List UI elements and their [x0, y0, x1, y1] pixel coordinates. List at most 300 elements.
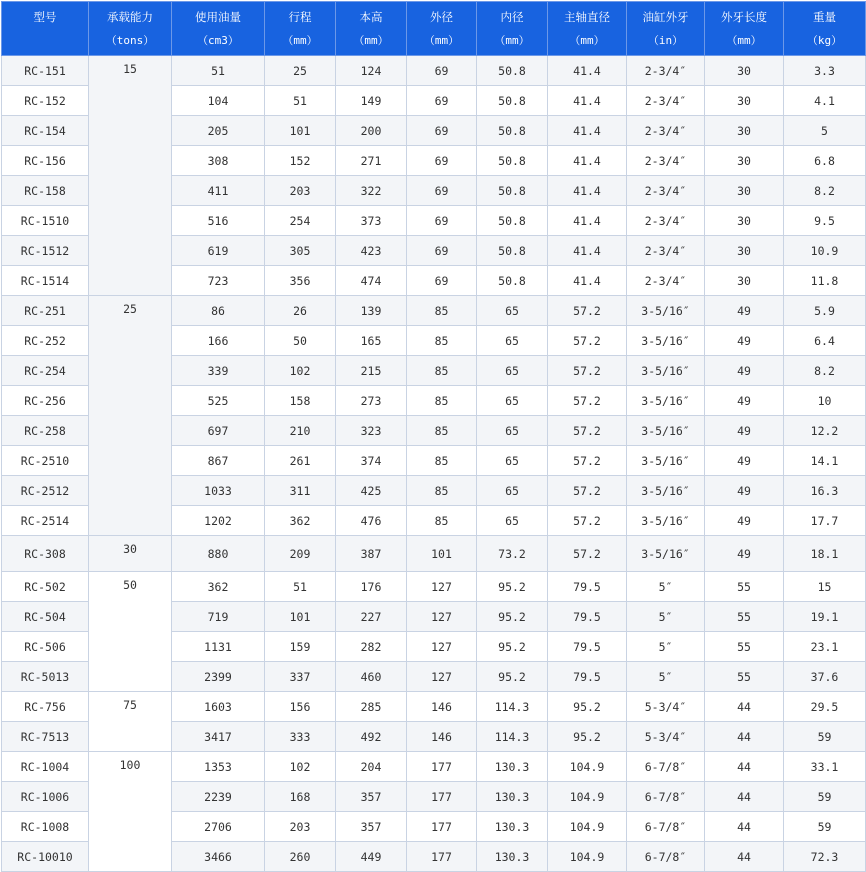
cell-oil-volume: 166 [172, 326, 265, 356]
cell-inner-diameter: 50.8 [477, 236, 548, 266]
cell-load-capacity: 25 [89, 296, 172, 536]
cell-height: 357 [336, 812, 407, 842]
cell-outer-diameter: 85 [407, 416, 477, 446]
cell-outer-diameter: 101 [407, 536, 477, 572]
cell-height: 425 [336, 476, 407, 506]
cell-shaft-diameter: 57.2 [548, 356, 627, 386]
cell-oil-volume: 2706 [172, 812, 265, 842]
cell-inner-diameter: 50.8 [477, 176, 548, 206]
cell-thread-length: 49 [705, 506, 784, 536]
cell-weight: 16.3 [784, 476, 866, 506]
cell-outer-diameter: 69 [407, 116, 477, 146]
cell-thread-length: 30 [705, 146, 784, 176]
header-row [2, 2, 866, 56]
cell-weight: 59 [784, 782, 866, 812]
cell-model: RC-1004 [2, 752, 89, 782]
cell-cylinder-thread: 5″ [627, 632, 705, 662]
cell-weight: 10.9 [784, 236, 866, 266]
cell-stroke: 102 [265, 752, 336, 782]
cell-thread-length: 55 [705, 572, 784, 602]
cell-thread-length: 44 [705, 692, 784, 722]
cell-oil-volume: 104 [172, 86, 265, 116]
cell-model: RC-5013 [2, 662, 89, 692]
cell-oil-volume: 308 [172, 146, 265, 176]
cell-height: 323 [336, 416, 407, 446]
header-label: 行程 [288, 9, 312, 24]
cell-height: 285 [336, 692, 407, 722]
cell-model: RC-2510 [2, 446, 89, 476]
cell-model: RC-308 [2, 536, 89, 572]
cell-inner-diameter: 130.3 [477, 782, 548, 812]
cell-model: RC-1514 [2, 266, 89, 296]
cell-shaft-diameter: 104.9 [548, 782, 627, 812]
cell-cylinder-thread: 3-5/16″ [627, 506, 705, 536]
cell-cylinder-thread: 3-5/16″ [627, 296, 705, 326]
cell-weight: 3.3 [784, 56, 866, 86]
cell-oil-volume: 697 [172, 416, 265, 446]
cell-oil-volume: 1603 [172, 692, 265, 722]
cell-oil-volume: 516 [172, 206, 265, 236]
cell-oil-volume: 2239 [172, 782, 265, 812]
cell-inner-diameter: 65 [477, 326, 548, 356]
header-label: 外牙长度 [721, 9, 767, 24]
cell-cylinder-thread: 2-3/4″ [627, 86, 705, 116]
header-stroke [265, 2, 336, 56]
cell-stroke: 356 [265, 266, 336, 296]
cell-shaft-diameter: 104.9 [548, 812, 627, 842]
cell-thread-length: 55 [705, 632, 784, 662]
header-label: 使用油量 [195, 9, 241, 24]
cell-stroke: 311 [265, 476, 336, 506]
cell-cylinder-thread: 2-3/4″ [627, 206, 705, 236]
cell-cylinder-thread: 2-3/4″ [627, 176, 705, 206]
cell-stroke: 101 [265, 116, 336, 146]
cell-stroke: 51 [265, 86, 336, 116]
cell-inner-diameter: 50.8 [477, 116, 548, 146]
cell-inner-diameter: 130.3 [477, 752, 548, 782]
cell-outer-diameter: 85 [407, 356, 477, 386]
cell-oil-volume: 1131 [172, 632, 265, 662]
table-body [2, 56, 866, 872]
cell-inner-diameter: 65 [477, 386, 548, 416]
cell-inner-diameter: 65 [477, 356, 548, 386]
cell-cylinder-thread: 5″ [627, 602, 705, 632]
cell-weight: 11.8 [784, 266, 866, 296]
cell-height: 476 [336, 506, 407, 536]
cell-load-capacity: 50 [89, 572, 172, 692]
cell-thread-length: 44 [705, 782, 784, 812]
cell-shaft-diameter: 79.5 [548, 632, 627, 662]
cell-weight: 9.5 [784, 206, 866, 236]
cell-weight: 72.3 [784, 842, 866, 872]
cell-height: 200 [336, 116, 407, 146]
cell-model: RC-1008 [2, 812, 89, 842]
cell-thread-length: 30 [705, 56, 784, 86]
cell-height: 273 [336, 386, 407, 416]
cell-load-capacity: 30 [89, 536, 172, 572]
cell-outer-diameter: 85 [407, 506, 477, 536]
header-label: 内径 [500, 9, 524, 24]
cell-model: RC-251 [2, 296, 89, 326]
cell-shaft-diameter: 41.4 [548, 146, 627, 176]
header-unit: （in） [647, 33, 684, 47]
cell-weight: 8.2 [784, 176, 866, 206]
cell-weight: 59 [784, 722, 866, 752]
table-row [2, 56, 866, 86]
cell-cylinder-thread: 3-5/16″ [627, 356, 705, 386]
cell-inner-diameter: 114.3 [477, 692, 548, 722]
cell-thread-length: 49 [705, 416, 784, 446]
cell-shaft-diameter: 41.4 [548, 266, 627, 296]
cell-inner-diameter: 50.8 [477, 206, 548, 236]
header-label: 承载能力 [107, 9, 153, 24]
cell-model: RC-152 [2, 86, 89, 116]
cell-inner-diameter: 73.2 [477, 536, 548, 572]
cell-stroke: 203 [265, 176, 336, 206]
cell-outer-diameter: 69 [407, 206, 477, 236]
header-unit: （mm） [353, 33, 389, 47]
cell-inner-diameter: 130.3 [477, 812, 548, 842]
cell-inner-diameter: 65 [477, 416, 548, 446]
header-label: 外径 [430, 9, 453, 24]
cell-cylinder-thread: 2-3/4″ [627, 236, 705, 266]
cell-height: 165 [336, 326, 407, 356]
cell-shaft-diameter: 57.2 [548, 326, 627, 356]
cell-oil-volume: 86 [172, 296, 265, 326]
cell-outer-diameter: 146 [407, 722, 477, 752]
header-unit: （cm3） [197, 33, 239, 47]
cell-thread-length: 49 [705, 296, 784, 326]
cell-thread-length: 30 [705, 236, 784, 266]
cell-height: 387 [336, 536, 407, 572]
cell-thread-length: 49 [705, 326, 784, 356]
cell-oil-volume: 1202 [172, 506, 265, 536]
cell-shaft-diameter: 41.4 [548, 116, 627, 146]
cell-thread-length: 49 [705, 446, 784, 476]
cell-inner-diameter: 65 [477, 476, 548, 506]
cell-inner-diameter: 95.2 [477, 602, 548, 632]
header-inner-diameter [477, 2, 548, 56]
cell-thread-length: 49 [705, 356, 784, 386]
cell-height: 139 [336, 296, 407, 326]
cell-thread-length: 44 [705, 842, 784, 872]
cell-cylinder-thread: 6-7/8″ [627, 782, 705, 812]
cell-model: RC-7513 [2, 722, 89, 752]
header-label: 主轴直径 [564, 9, 610, 24]
cell-thread-length: 49 [705, 536, 784, 572]
cell-stroke: 209 [265, 536, 336, 572]
cell-oil-volume: 411 [172, 176, 265, 206]
cell-outer-diameter: 85 [407, 386, 477, 416]
cell-weight: 23.1 [784, 632, 866, 662]
cell-shaft-diameter: 57.2 [548, 476, 627, 506]
table-row [2, 752, 866, 782]
cell-height: 474 [336, 266, 407, 296]
cell-weight: 12.2 [784, 416, 866, 446]
cell-load-capacity: 100 [89, 752, 172, 872]
header-unit: （mm） [569, 33, 605, 47]
cell-weight: 19.1 [784, 602, 866, 632]
cell-load-capacity: 75 [89, 692, 172, 752]
cell-oil-volume: 2399 [172, 662, 265, 692]
cell-stroke: 152 [265, 146, 336, 176]
header-unit: （mm） [282, 33, 318, 47]
cell-cylinder-thread: 5-3/4″ [627, 692, 705, 722]
cell-shaft-diameter: 79.5 [548, 602, 627, 632]
cell-cylinder-thread: 6-7/8″ [627, 842, 705, 872]
cell-model: RC-154 [2, 116, 89, 146]
cell-thread-length: 55 [705, 602, 784, 632]
cell-stroke: 156 [265, 692, 336, 722]
cell-oil-volume: 719 [172, 602, 265, 632]
cell-inner-diameter: 95.2 [477, 632, 548, 662]
cell-cylinder-thread: 3-5/16″ [627, 416, 705, 446]
cell-shaft-diameter: 57.2 [548, 446, 627, 476]
header-height [336, 2, 407, 56]
cell-outer-diameter: 69 [407, 86, 477, 116]
cell-height: 271 [336, 146, 407, 176]
cell-oil-volume: 1353 [172, 752, 265, 782]
cell-thread-length: 30 [705, 176, 784, 206]
cell-height: 374 [336, 446, 407, 476]
cell-outer-diameter: 85 [407, 296, 477, 326]
cell-shaft-diameter: 57.2 [548, 386, 627, 416]
header-thread-length [705, 2, 784, 56]
cell-cylinder-thread: 6-7/8″ [627, 812, 705, 842]
cell-oil-volume: 51 [172, 56, 265, 86]
cell-model: RC-258 [2, 416, 89, 446]
cell-outer-diameter: 69 [407, 176, 477, 206]
cell-stroke: 168 [265, 782, 336, 812]
cell-inner-diameter: 65 [477, 296, 548, 326]
cell-weight: 14.1 [784, 446, 866, 476]
cell-stroke: 102 [265, 356, 336, 386]
cell-shaft-diameter: 57.2 [548, 416, 627, 446]
cell-stroke: 362 [265, 506, 336, 536]
cell-cylinder-thread: 3-5/16″ [627, 326, 705, 356]
cell-height: 215 [336, 356, 407, 386]
cell-height: 449 [336, 842, 407, 872]
cell-model: RC-151 [2, 56, 89, 86]
cell-weight: 6.4 [784, 326, 866, 356]
cell-shaft-diameter: 41.4 [548, 236, 627, 266]
cell-outer-diameter: 85 [407, 446, 477, 476]
table-row [2, 572, 866, 602]
cell-weight: 29.5 [784, 692, 866, 722]
cell-model: RC-1510 [2, 206, 89, 236]
cell-weight: 4.1 [784, 86, 866, 116]
cell-cylinder-thread: 3-5/16″ [627, 446, 705, 476]
cell-thread-length: 49 [705, 386, 784, 416]
cell-stroke: 158 [265, 386, 336, 416]
cell-thread-length: 30 [705, 266, 784, 296]
cell-height: 460 [336, 662, 407, 692]
cell-shaft-diameter: 41.4 [548, 206, 627, 236]
cell-height: 227 [336, 602, 407, 632]
header-unit: （tons） [105, 33, 155, 47]
cell-weight: 18.1 [784, 536, 866, 572]
cell-stroke: 26 [265, 296, 336, 326]
cell-model: RC-2512 [2, 476, 89, 506]
cell-shaft-diameter: 41.4 [548, 86, 627, 116]
cell-shaft-diameter: 57.2 [548, 506, 627, 536]
cell-oil-volume: 619 [172, 236, 265, 266]
header-oil-volume [172, 2, 265, 56]
cell-oil-volume: 525 [172, 386, 265, 416]
cell-model: RC-506 [2, 632, 89, 662]
cell-height: 204 [336, 752, 407, 782]
cell-stroke: 101 [265, 602, 336, 632]
cell-shaft-diameter: 104.9 [548, 842, 627, 872]
cell-weight: 8.2 [784, 356, 866, 386]
cell-shaft-diameter: 57.2 [548, 296, 627, 326]
cell-model: RC-756 [2, 692, 89, 722]
cell-stroke: 305 [265, 236, 336, 266]
header-unit: （mm） [726, 33, 762, 47]
header-unit: （mm） [423, 33, 460, 47]
cell-thread-length: 30 [705, 116, 784, 146]
cell-stroke: 25 [265, 56, 336, 86]
cell-height: 492 [336, 722, 407, 752]
cell-model: RC-254 [2, 356, 89, 386]
header-load-capacity [89, 2, 172, 56]
cell-stroke: 51 [265, 572, 336, 602]
cell-shaft-diameter: 104.9 [548, 752, 627, 782]
cell-shaft-diameter: 95.2 [548, 692, 627, 722]
cell-oil-volume: 1033 [172, 476, 265, 506]
cell-height: 149 [336, 86, 407, 116]
table-row [2, 296, 866, 326]
cell-outer-diameter: 69 [407, 266, 477, 296]
cell-stroke: 333 [265, 722, 336, 752]
cell-cylinder-thread: 3-5/16″ [627, 536, 705, 572]
cell-thread-length: 44 [705, 722, 784, 752]
cell-outer-diameter: 177 [407, 782, 477, 812]
cell-height: 124 [336, 56, 407, 86]
cell-weight: 5 [784, 116, 866, 146]
cell-inner-diameter: 50.8 [477, 56, 548, 86]
cell-load-capacity: 15 [89, 56, 172, 296]
cell-model: RC-502 [2, 572, 89, 602]
cell-inner-diameter: 65 [477, 506, 548, 536]
cell-oil-volume: 723 [172, 266, 265, 296]
cell-shaft-diameter: 41.4 [548, 56, 627, 86]
cell-model: RC-256 [2, 386, 89, 416]
cell-cylinder-thread: 6-7/8″ [627, 752, 705, 782]
cell-outer-diameter: 127 [407, 572, 477, 602]
cell-inner-diameter: 65 [477, 446, 548, 476]
cell-inner-diameter: 50.8 [477, 146, 548, 176]
cell-outer-diameter: 69 [407, 146, 477, 176]
cell-cylinder-thread: 2-3/4″ [627, 116, 705, 146]
cell-inner-diameter: 95.2 [477, 572, 548, 602]
table-row [2, 536, 866, 572]
cell-model: RC-1006 [2, 782, 89, 812]
cell-height: 282 [336, 632, 407, 662]
table-row [2, 692, 866, 722]
cell-model: RC-252 [2, 326, 89, 356]
cell-weight: 33.1 [784, 752, 866, 782]
cell-thread-length: 30 [705, 206, 784, 236]
cell-oil-volume: 3417 [172, 722, 265, 752]
cell-stroke: 50 [265, 326, 336, 356]
cell-inner-diameter: 130.3 [477, 842, 548, 872]
cell-cylinder-thread: 2-3/4″ [627, 56, 705, 86]
cell-cylinder-thread: 5″ [627, 662, 705, 692]
header-label: 本高 [359, 9, 383, 24]
cell-thread-length: 49 [705, 476, 784, 506]
cell-inner-diameter: 50.8 [477, 86, 548, 116]
cell-cylinder-thread: 3-5/16″ [627, 476, 705, 506]
cell-oil-volume: 3466 [172, 842, 265, 872]
cell-inner-diameter: 95.2 [477, 662, 548, 692]
cell-weight: 10 [784, 386, 866, 416]
cell-oil-volume: 339 [172, 356, 265, 386]
cell-weight: 15 [784, 572, 866, 602]
cell-weight: 5.9 [784, 296, 866, 326]
header-shaft-diameter [548, 2, 627, 56]
cell-outer-diameter: 127 [407, 662, 477, 692]
header-unit: （kg） [806, 33, 843, 47]
cell-cylinder-thread: 2-3/4″ [627, 146, 705, 176]
cell-inner-diameter: 114.3 [477, 722, 548, 752]
cell-shaft-diameter: 95.2 [548, 722, 627, 752]
cell-weight: 17.7 [784, 506, 866, 536]
cell-model: RC-1512 [2, 236, 89, 266]
cell-shaft-diameter: 57.2 [548, 536, 627, 572]
cell-stroke: 337 [265, 662, 336, 692]
header-unit: （mm） [494, 33, 530, 47]
cell-cylinder-thread: 5-3/4″ [627, 722, 705, 752]
header-model [2, 2, 89, 56]
cell-shaft-diameter: 41.4 [548, 176, 627, 206]
cell-cylinder-thread: 2-3/4″ [627, 266, 705, 296]
cell-outer-diameter: 177 [407, 842, 477, 872]
cell-thread-length: 30 [705, 86, 784, 116]
cell-shaft-diameter: 79.5 [548, 662, 627, 692]
header-outer-diameter [407, 2, 477, 56]
cell-model: RC-156 [2, 146, 89, 176]
cell-weight: 59 [784, 812, 866, 842]
cell-height: 357 [336, 782, 407, 812]
cell-stroke: 260 [265, 842, 336, 872]
cylinder-spec-table [1, 1, 866, 872]
cell-shaft-diameter: 79.5 [548, 572, 627, 602]
cell-oil-volume: 880 [172, 536, 265, 572]
cell-stroke: 261 [265, 446, 336, 476]
cell-model: RC-10010 [2, 842, 89, 872]
cell-model: RC-2514 [2, 506, 89, 536]
cell-height: 322 [336, 176, 407, 206]
cell-oil-volume: 867 [172, 446, 265, 476]
header-label: 油缸外牙 [642, 9, 689, 24]
header-unit [2, 29, 88, 52]
cell-outer-diameter: 85 [407, 326, 477, 356]
header-cylinder-thread [627, 2, 705, 56]
cell-outer-diameter: 85 [407, 476, 477, 506]
cell-thread-length: 55 [705, 662, 784, 692]
cell-cylinder-thread: 5″ [627, 572, 705, 602]
cell-thread-length: 44 [705, 812, 784, 842]
cell-model: RC-504 [2, 602, 89, 632]
cell-outer-diameter: 177 [407, 812, 477, 842]
cell-thread-length: 44 [705, 752, 784, 782]
cell-stroke: 159 [265, 632, 336, 662]
cell-stroke: 210 [265, 416, 336, 446]
cell-height: 373 [336, 206, 407, 236]
cell-oil-volume: 205 [172, 116, 265, 146]
cell-weight: 6.8 [784, 146, 866, 176]
